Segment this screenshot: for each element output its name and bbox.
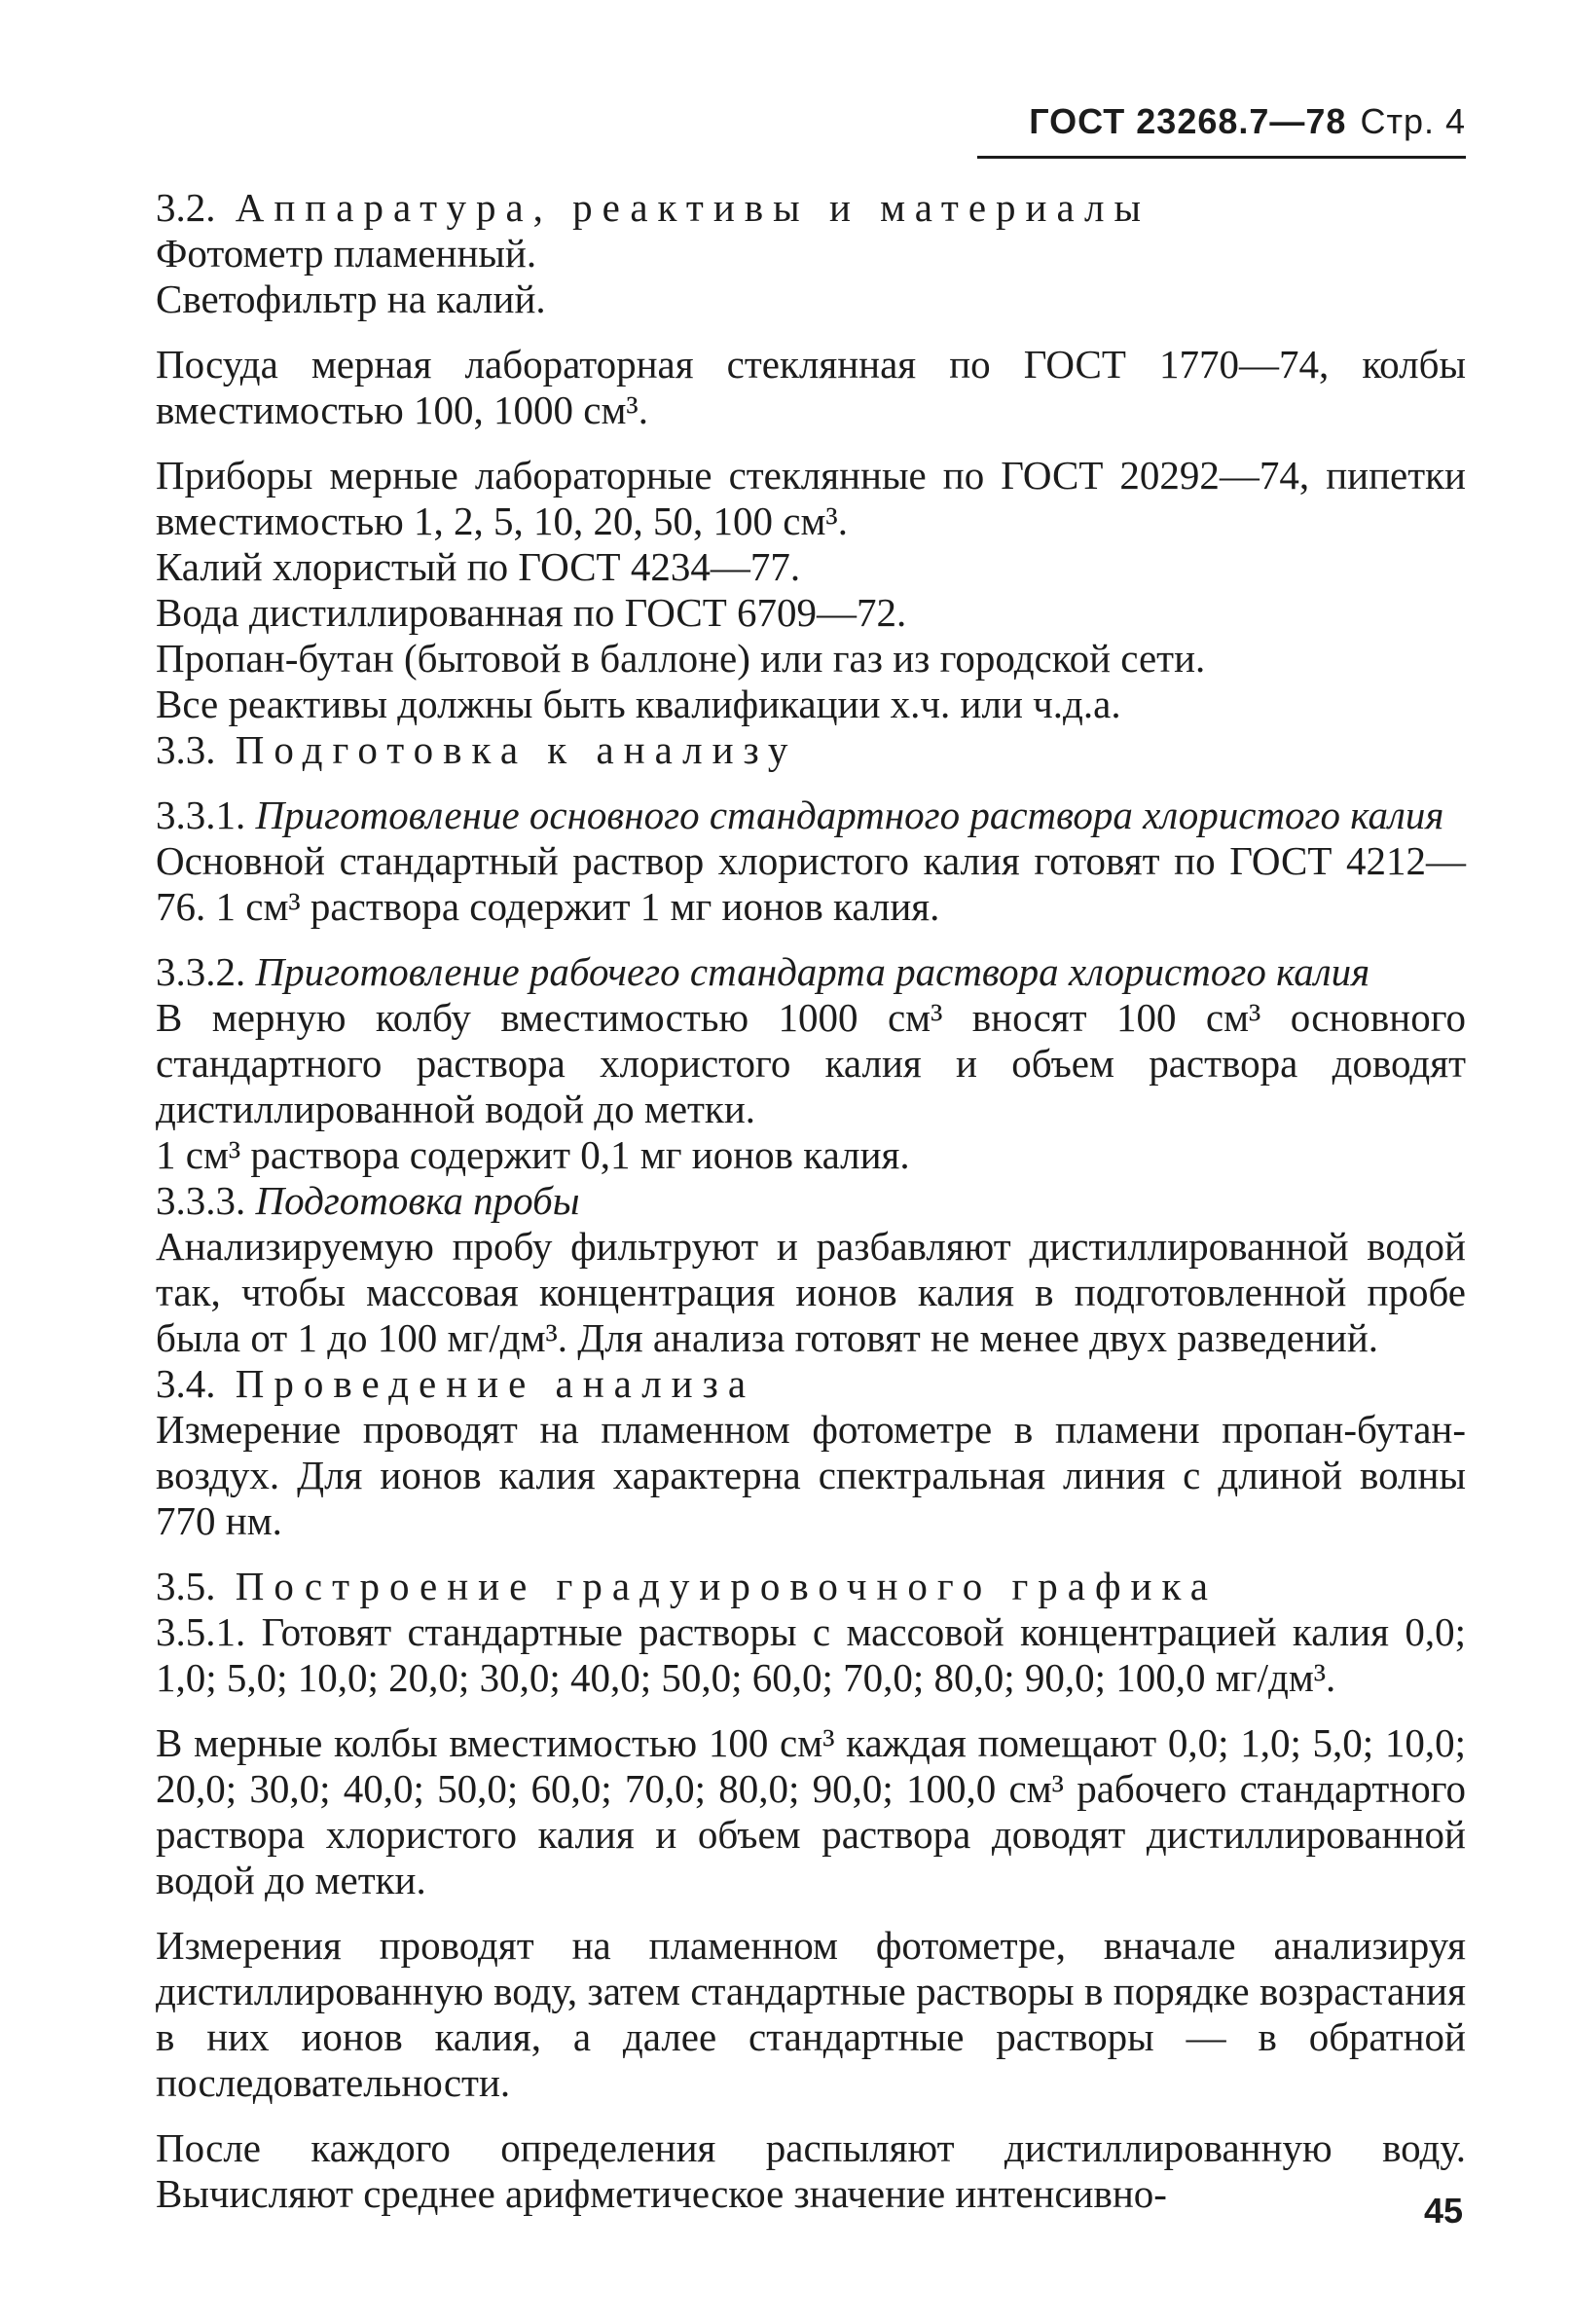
subsection-3-3-1 <box>156 793 1466 838</box>
equipment-item: Пропан-бутан (бытовой в баллоне) или газ из городской сети. <box>156 636 1206 681</box>
subsection-number: 3.3.1. <box>156 793 246 837</box>
paragraph: Измерение проводят на пламенном фотометре в пламени пропан-бутан-воздух. Для ионов калия характерна спектральная линия с длиной волны 770 нм. <box>156 1407 1466 1543</box>
equipment-item: Все реактивы должны быть квалификации х.ч. или ч.д.а. <box>156 682 1121 726</box>
paragraph: После каждого определения распыляют дистиллированную воду. Вычисляют среднее арифметическое значение интенсивно- <box>156 2125 1466 2216</box>
running-header <box>1029 101 1466 142</box>
section-heading-3-5: 3.5. Построение градуировочного графика <box>156 1564 1218 1608</box>
equipment-item: Светофильтр на калий. <box>156 277 546 321</box>
document-code: ГОСТ 23268.7—78 <box>1029 101 1347 141</box>
paragraph: В мерную колбу вместимостью 1000 см³ вносят 100 см³ основного стандартного раствора хлористого калия и объем раствора доводят дистиллированной водой до метки. <box>156 995 1466 1131</box>
equipment-item: Посуда мерная лабораторная стеклянная по ГОСТ 1770—74, колбы вместимостью 100, 1000 см³. <box>156 342 1466 432</box>
paragraph: Основной стандартный раствор хлористого калия готовят по ГОСТ 4212—76. 1 см³ раствора содержит 1 мг ионов калия. <box>156 838 1466 929</box>
equipment-item: Приборы мерные лабораторные стеклянные по ГОСТ 20292—74, пипетки вместимостью 1, 2, 5, 10, 20, 50, 100 см³. <box>156 453 1466 543</box>
paragraph: 1 см³ раствора содержит 0,1 мг ионов калия. <box>156 1132 910 1177</box>
paragraph: Измерения проводят на пламенном фотометре, вначале анализируя дистиллированную воду, затем стандартные растворы в порядке возрастания в них ионов калия, а далее стандартные растворы — в обратной последовательности. <box>156 1923 1466 2105</box>
equipment-item: Вода дистиллированная по ГОСТ 6709—72. <box>156 590 907 635</box>
page-number: 45 <box>1423 2191 1463 2231</box>
subsection-title: Подготовка пробы <box>255 1178 580 1223</box>
paragraph: В мерные колбы вместимостью 100 см³ каждая помещают 0,0; 1,0; 5,0; 10,0; 20,0; 30,0; 40,0; 50,0; 60,0; 70,0; 80,0; 90,0; 100,0 см³ рабочего стандартного раствора хлористого калия и объем раствора доводят дистиллированной водой до метки. <box>156 1720 1466 1902</box>
subsection-title: Приготовление рабочего стандарта раствора хлористого калия <box>255 949 1370 994</box>
page-body <box>156 185 1466 2217</box>
section-heading-3-3: 3.3. Подготовка к анализу <box>156 727 798 772</box>
equipment-item: Калий хлористый по ГОСТ 4234—77. <box>156 544 801 589</box>
section-heading-3-2: 3.2. Аппаратура, реактивы и материалы <box>156 185 1151 230</box>
subsection-3-3-2 <box>156 949 1466 995</box>
paragraph: 3.5.1. Готовят стандартные растворы с массовой концентрацией калия 0,0; 1,0; 5,0; 10,0; 20,0; 30,0; 40,0; 50,0; 60,0; 70,0; 80,0; 90,0; 100,0 мг/дм³. <box>156 1609 1466 1700</box>
subsection-title: Приготовление основного стандартного раствора хлористого калия <box>255 793 1444 837</box>
paragraph: Анализируемую пробу фильтруют и разбавляют дистиллированной водой так, чтобы массовая концентрация ионов калия в подготовленной пробе была от 1 до 100 мг/дм³. Для анализа готовят не менее двух разведений. <box>156 1224 1466 1360</box>
header-rule <box>977 156 1466 159</box>
subsection-number: 3.3.3. <box>156 1178 246 1223</box>
equipment-item: Фотометр пламенный. <box>156 231 537 276</box>
subsection-3-3-3 <box>156 1178 1466 1224</box>
section-heading-3-4: 3.4. Проведение анализа <box>156 1361 756 1406</box>
page-reference: Стр. 4 <box>1360 101 1466 141</box>
subsection-number: 3.3.2. <box>156 949 246 994</box>
